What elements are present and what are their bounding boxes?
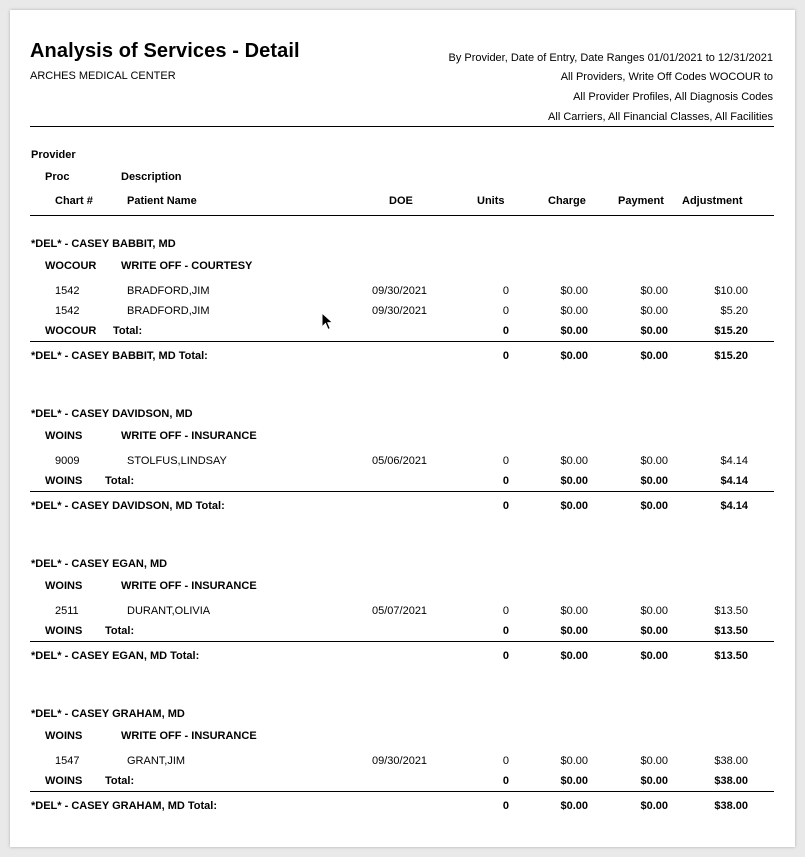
provider-total-payment: $0.00 bbox=[640, 350, 668, 362]
report-criteria-line: All Providers, Write Off Codes WOCOUR to bbox=[560, 71, 773, 83]
column-header-payment: Payment bbox=[618, 195, 664, 207]
row-chart: 2511 bbox=[55, 605, 79, 617]
proc-code: WOINS bbox=[45, 430, 83, 442]
proc-description: WRITE OFF - COURTESY bbox=[121, 260, 253, 272]
provider-total-charge: $0.00 bbox=[560, 650, 588, 662]
proc-total-adjustment: $15.20 bbox=[714, 325, 748, 337]
provider-total-label: *DEL* - CASEY GRAHAM, MD Total: bbox=[31, 800, 217, 812]
proc-total-charge: $0.00 bbox=[560, 775, 588, 787]
column-header-chart: Chart # bbox=[55, 195, 93, 207]
row-units: 0 bbox=[502, 605, 509, 617]
row-patient: DURANT,OLIVIA bbox=[127, 605, 211, 617]
row-units: 0 bbox=[502, 755, 509, 767]
row-charge: $0.00 bbox=[560, 755, 588, 767]
proc-total-code: WOCOUR bbox=[45, 325, 97, 337]
row-doe: 09/30/2021 bbox=[372, 305, 428, 317]
row-patient: BRADFORD,JIM bbox=[127, 305, 210, 317]
provider-total-label: *DEL* - CASEY EGAN, MD Total: bbox=[31, 650, 200, 662]
row-chart: 1542 bbox=[55, 305, 80, 317]
row-doe: 05/07/2021 bbox=[372, 605, 428, 617]
row-charge: $0.00 bbox=[560, 305, 588, 317]
provider-total-units: 0 bbox=[502, 350, 509, 362]
proc-total-units: 0 bbox=[502, 625, 509, 637]
provider-total-adjustment: $38.00 bbox=[714, 800, 748, 812]
provider-total-adjustment: $13.50 bbox=[714, 650, 748, 662]
row-units: 0 bbox=[502, 455, 509, 467]
row-patient: STOLFUS,LINDSAY bbox=[127, 455, 227, 467]
column-header-doe: DOE bbox=[389, 195, 413, 207]
column-header-description: Description bbox=[121, 171, 182, 183]
provider-total-label: *DEL* - CASEY DAVIDSON, MD Total: bbox=[31, 500, 225, 512]
provider-total-units: 0 bbox=[502, 500, 509, 512]
row-charge: $0.00 bbox=[560, 605, 588, 617]
row-payment: $0.00 bbox=[640, 285, 668, 297]
row-adjustment: $4.14 bbox=[720, 455, 748, 467]
row-charge: $0.00 bbox=[560, 455, 588, 467]
row-units: 0 bbox=[502, 305, 509, 317]
proc-code: WOCOUR bbox=[45, 260, 97, 272]
proc-total-adjustment: $4.14 bbox=[720, 475, 748, 487]
column-header-proc: Proc bbox=[45, 171, 70, 183]
row-doe: 09/30/2021 bbox=[372, 285, 428, 297]
column-header-units: Units bbox=[477, 195, 505, 207]
provider-total-label: *DEL* - CASEY BABBIT, MD Total: bbox=[31, 350, 208, 362]
proc-total-charge: $0.00 bbox=[560, 475, 588, 487]
proc-code: WOINS bbox=[45, 580, 83, 592]
provider-total-divider bbox=[30, 641, 774, 642]
row-chart: 1547 bbox=[55, 755, 80, 767]
provider-heading: *DEL* - CASEY BABBIT, MD bbox=[31, 238, 176, 250]
proc-total-code: WOINS bbox=[45, 775, 83, 787]
provider-total-divider bbox=[30, 341, 774, 342]
row-patient: BRADFORD,JIM bbox=[127, 285, 210, 297]
proc-total-adjustment: $38.00 bbox=[714, 775, 748, 787]
proc-description: WRITE OFF - INSURANCE bbox=[121, 730, 257, 742]
row-chart: 9009 bbox=[55, 455, 80, 467]
proc-total-payment: $0.00 bbox=[640, 775, 668, 787]
row-doe: 05/06/2021 bbox=[372, 455, 428, 467]
proc-total-units: 0 bbox=[502, 475, 509, 487]
provider-total-divider bbox=[30, 491, 774, 492]
provider-total-adjustment: $15.20 bbox=[714, 350, 748, 362]
provider-total-divider bbox=[30, 791, 774, 792]
provider-total-charge: $0.00 bbox=[560, 350, 588, 362]
proc-total-payment: $0.00 bbox=[640, 475, 668, 487]
row-adjustment: $5.20 bbox=[720, 305, 748, 317]
proc-total-label: Total: bbox=[105, 775, 135, 787]
column-header-charge: Charge bbox=[548, 195, 586, 207]
row-payment: $0.00 bbox=[640, 755, 668, 767]
proc-total-units: 0 bbox=[502, 325, 509, 337]
provider-total-units: 0 bbox=[502, 650, 509, 662]
provider-heading: *DEL* - CASEY EGAN, MD bbox=[31, 558, 168, 570]
provider-total-payment: $0.00 bbox=[640, 800, 668, 812]
proc-code: WOINS bbox=[45, 730, 83, 742]
proc-total-code: WOINS bbox=[45, 625, 83, 637]
row-adjustment: $13.50 bbox=[714, 605, 748, 617]
column-header-patient: Patient Name bbox=[127, 195, 197, 207]
report-title: Analysis of Services - Detail bbox=[30, 40, 300, 62]
row-charge: $0.00 bbox=[560, 285, 588, 297]
provider-heading: *DEL* - CASEY DAVIDSON, MD bbox=[31, 408, 193, 420]
proc-total-charge: $0.00 bbox=[560, 625, 588, 637]
report-page bbox=[10, 10, 795, 847]
report-criteria-line: All Carriers, All Financial Classes, All Facilities bbox=[548, 111, 773, 123]
header-divider bbox=[30, 126, 774, 127]
provider-total-payment: $0.00 bbox=[640, 650, 668, 662]
report-criteria-line: All Provider Profiles, All Diagnosis Codes bbox=[573, 91, 773, 103]
row-chart: 1542 bbox=[55, 285, 80, 297]
proc-total-adjustment: $13.50 bbox=[714, 625, 748, 637]
provider-total-payment: $0.00 bbox=[640, 500, 668, 512]
mouse-cursor-icon bbox=[321, 312, 335, 332]
proc-total-units: 0 bbox=[502, 775, 509, 787]
organization-name: ARCHES MEDICAL CENTER bbox=[30, 70, 176, 82]
row-payment: $0.00 bbox=[640, 455, 668, 467]
column-header-adjustment: Adjustment bbox=[682, 195, 743, 207]
report-criteria-line: By Provider, Date of Entry, Date Ranges 01/01/2021 to 12/31/2021 bbox=[448, 52, 773, 64]
proc-description: WRITE OFF - INSURANCE bbox=[121, 430, 257, 442]
row-units: 0 bbox=[502, 285, 509, 297]
row-doe: 09/30/2021 bbox=[372, 755, 428, 767]
provider-total-charge: $0.00 bbox=[560, 800, 588, 812]
proc-total-label: Total: bbox=[113, 325, 143, 337]
row-payment: $0.00 bbox=[640, 305, 668, 317]
proc-total-label: Total: bbox=[105, 475, 135, 487]
row-patient: GRANT,JIM bbox=[127, 755, 186, 767]
proc-total-label: Total: bbox=[105, 625, 135, 637]
provider-heading: *DEL* - CASEY GRAHAM, MD bbox=[31, 708, 185, 720]
row-payment: $0.00 bbox=[640, 605, 668, 617]
row-adjustment: $10.00 bbox=[714, 285, 748, 297]
provider-total-charge: $0.00 bbox=[560, 500, 588, 512]
proc-total-payment: $0.00 bbox=[640, 625, 668, 637]
provider-total-units: 0 bbox=[502, 800, 509, 812]
column-header-divider bbox=[30, 215, 774, 216]
proc-total-code: WOINS bbox=[45, 475, 83, 487]
provider-total-adjustment: $4.14 bbox=[720, 500, 748, 512]
column-header-provider: Provider bbox=[31, 149, 76, 161]
proc-total-payment: $0.00 bbox=[640, 325, 668, 337]
proc-description: WRITE OFF - INSURANCE bbox=[121, 580, 257, 592]
proc-total-charge: $0.00 bbox=[560, 325, 588, 337]
row-adjustment: $38.00 bbox=[714, 755, 748, 767]
